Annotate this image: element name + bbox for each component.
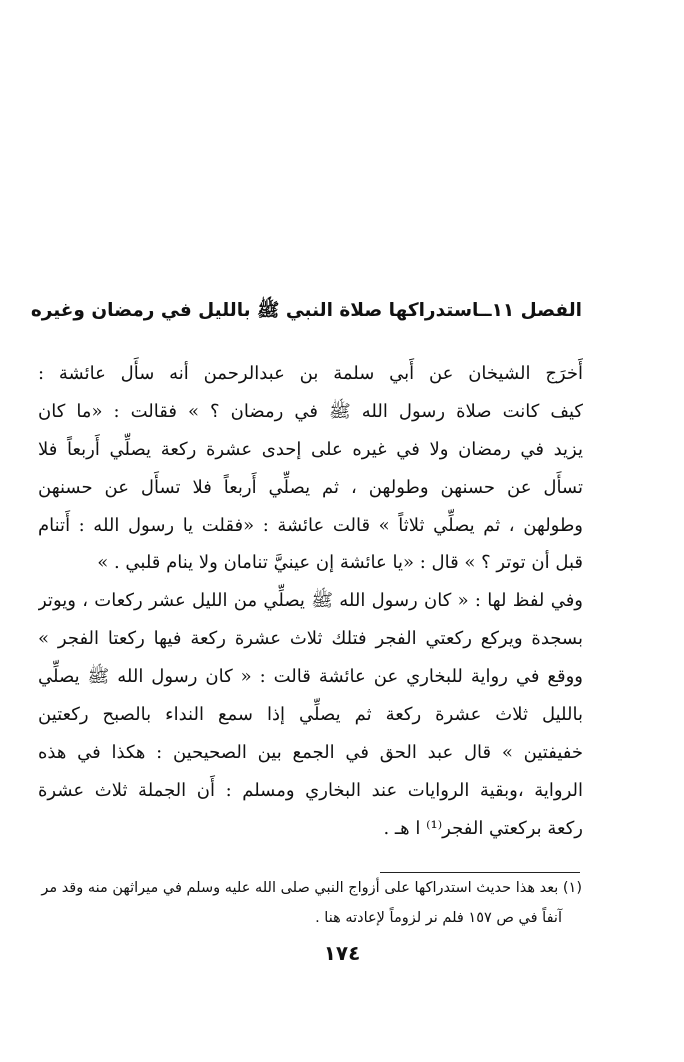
main-text [38, 355, 583, 848]
footnote [30, 873, 582, 933]
text-line: بسجدة ويركع ركعتي الفجر فتلك ثلاث عشرة ركعة فيها ركعتا الفجر » [38, 628, 583, 650]
text-line: وفي لفظ لها : « كان رسول الله ﷺ يصلِّي من الليل عشر ركعات ، ويوتر [38, 590, 583, 612]
footnote-line: آنفاً في ص ١٥٧ فلم نر لزوماً لإعادته هنا . [315, 910, 562, 926]
text-line: وطولهن ، ثم يصلِّي ثلاثاً » قالت عائشة : «فقلت يا رسول الله : أَتنام [38, 514, 583, 536]
text-line: يزيد في رمضان ولا في غيره على إحدى عشرة ركعة يصلِّي أَربعاً فلا [38, 438, 583, 460]
footnote-line: (١) بعد هذا حديث استدراكها على أزواج النبي صلى الله عليه وسلم في ميراثهن منه وقد مر [41, 880, 582, 896]
text-line: أَخرَج الشيخان عن أَبي سلمة بن عبدالرحمن أنه سأَل عائشة : [38, 363, 583, 384]
text-line: بالليل ثلاث عشرة ركعة ثم يصلِّي إذا سمع النداء بالصبح ركعتين [38, 704, 583, 726]
text-line: تسأَل عن حسنهن وطولهن ، ثم يصلِّي أَربعاً فلا تسأَل عن حسنهن [38, 476, 583, 498]
text-line: الرواية ،وبقية الروايات عند البخاري ومسلم : أَن الجملة ثلاث عشرة [38, 779, 583, 801]
text-line: خفيفتين » قال عبد الحق في الجمع بين الصحيحين : هكذا في هذه [38, 741, 583, 763]
text-line: قبل أن توتر ؟ » قال : «يا عائشة إن عينيَّ تنامان ولا ينام قلبي . » [97, 552, 583, 574]
text-line: ركعة بركعتي الفجر⁽¹⁾ ا هـ . [383, 817, 583, 839]
chapter-heading: الفصل ١١ــاستدراكها صلاة النبي ﷺ بالليل في رمضان وغيره [30, 300, 582, 321]
page-number: ١٧٤ [323, 941, 361, 965]
text-line: كيف كانت صلاة رسول الله ﷺ في رمضان ؟ » فقالت : «ما كان [38, 400, 583, 422]
text-line: ووقع في رواية للبخاري عن عائشة قالت : « كان رسول الله ﷺ يصلِّي [38, 666, 583, 688]
